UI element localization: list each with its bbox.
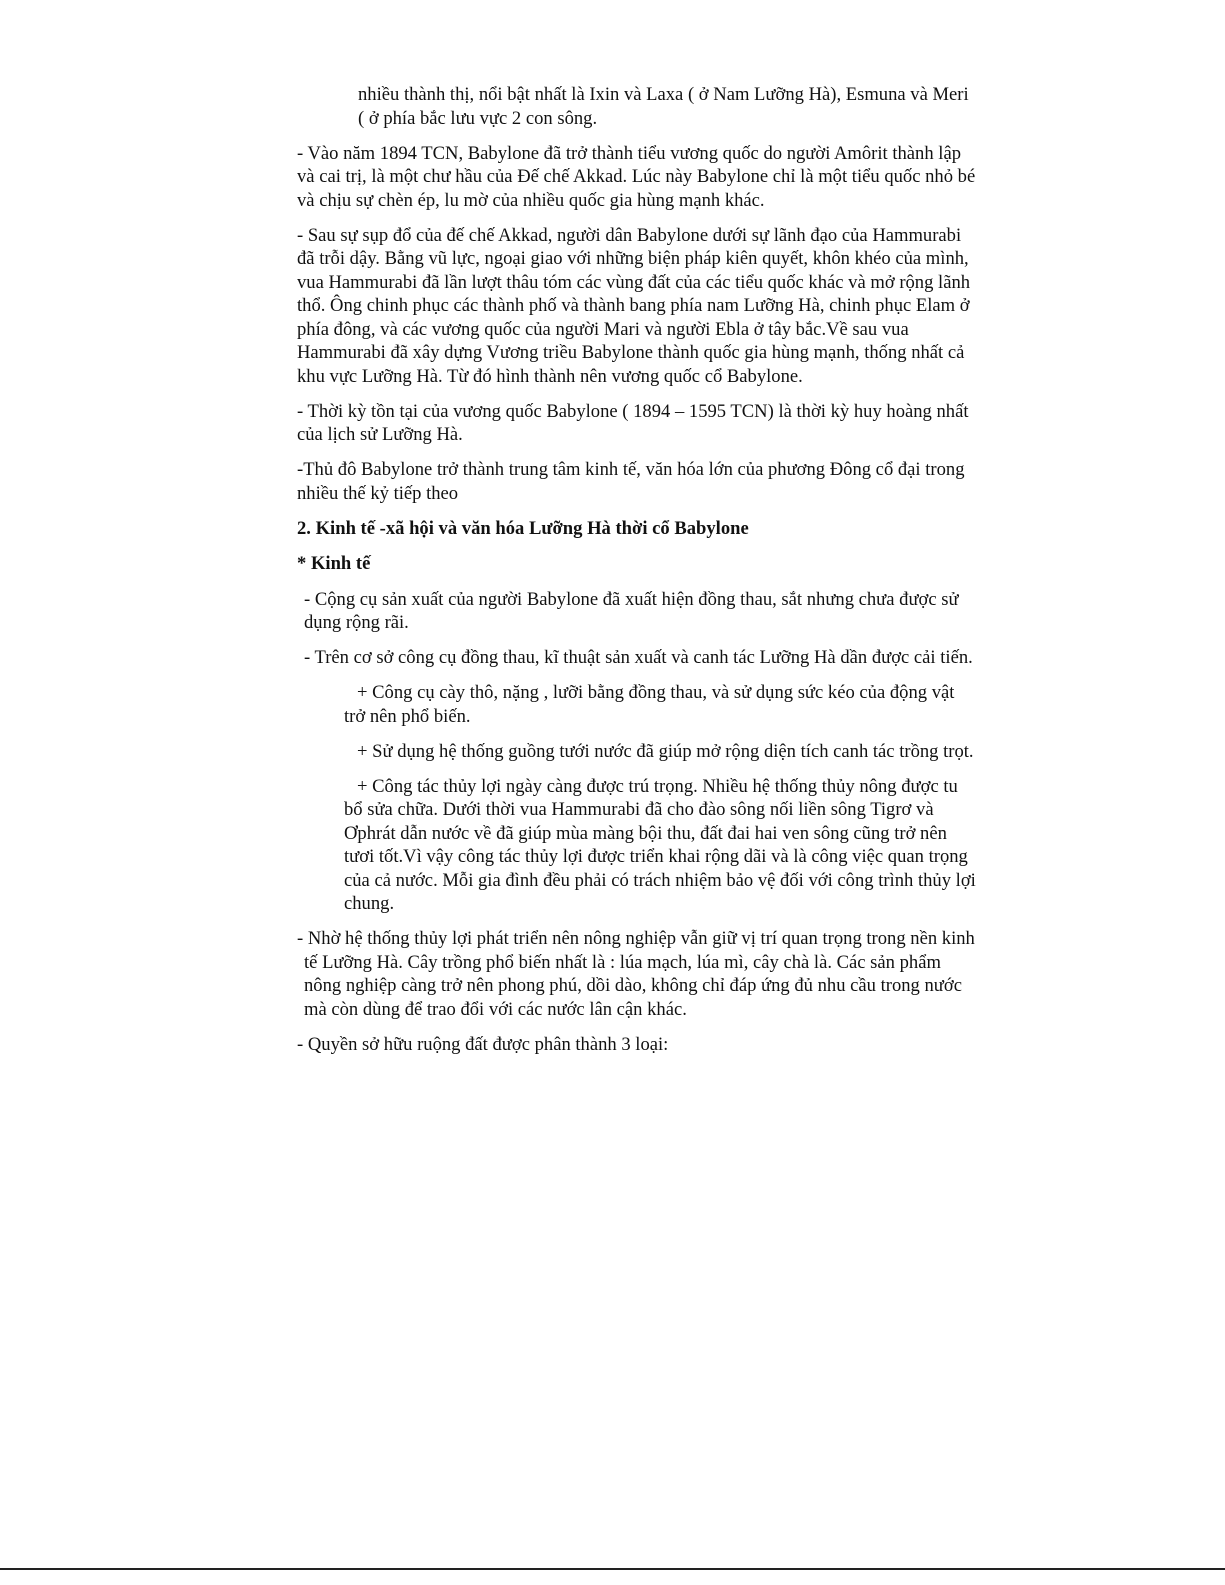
bullet-irrigation-wheel: + Sử dụng hệ thống guồng tưới nước đã giúp mở rộng diện tích canh tác trồng trọt.	[357, 740, 974, 762]
paragraph-agriculture: - Nhờ hệ thống thủy lợi phát triển nên nông nghiệp vẫn giữ vị trí quan trọng trong nền kinh tế Lưỡng Hà. Cây trồng phổ biến nhất là : lúa mạch, lúa mì, cây chà là. Các sản phẩm nông nghiệp càng trở nên phong phú, dồi dào, không chỉ đáp ứng đủ nhu cầu trong nước mà còn dùng để trao đổi với các nước lân cận khác.	[297, 928, 975, 1020]
paragraph-city-states: nhiều thành thị, nổi bật nhất là Ixin và Laxa ( ở Nam Lưỡng Hà), Esmuna và Meri ( ở phía bắc lưu vực 2 con sông.	[358, 84, 969, 129]
bullet-water-works: + Công tác thủy lợi ngày càng được trú trọng. Nhiều hệ thống thủy nông được tu bổ sửa chữa. Dưới thời vua Hammurabi đã cho đào sông nối liền sông Tigrơ và Ơphrát dẫn nước về đã giúp mùa màng bội thu, đất đai hai ven sông cũng trở nên tươi tốt.Vì vậy công tác thủy lợi được triển khai rộng dãi và là công việc quan trọng của cả nước. Mỗi gia đình đều phải có trách nhiệm bảo vệ đối với công trình thủy lợi chung.	[344, 775, 976, 914]
paragraph-capital-center: -Thủ đô Babylone trở thành trung tâm kinh tế, văn hóa lớn của phương Đông cổ đại trong nhiều thế kỷ tiếp theo	[297, 459, 965, 504]
page-bottom-rule	[0, 1568, 1225, 1570]
bullet-plough: + Công cụ cày thô, nặng , lưỡi bằng đồng thau, và sử dụng sức kéo của động vật trở nên phổ biến.	[344, 682, 955, 727]
paragraph-babylone-founding: - Vào năm 1894 TCN, Babylone đã trở thành tiểu vương quốc do người Amôrit thành lập và cai trị, là một chư hầu của Đế chế Akkad. Lúc này Babylone chỉ là một tiểu quốc nhỏ bé và chịu sự chèn ép, lu mờ của nhiều quốc gia hùng mạnh khác.	[297, 142, 976, 211]
subsection-heading-economy: * Kinh tế	[297, 553, 371, 574]
paragraph-land-ownership: - Quyền sở hữu ruộng đất được phân thành 3 loại:	[297, 1033, 669, 1055]
paragraph-hammurabi-rise: - Sau sự sụp đổ của đế chế Akkad, người dân Babylone dưới sự lãnh đạo của Hammurabi đã trỗi dậy. Bằng vũ lực, ngoại giao với những biện pháp kiên quyết, khôn khéo của mình, vua Hammurabi đã lần lượt thâu tóm các vùng đất của các tiểu quốc khác và mở rộng lãnh thổ. Ông chinh phục các thành phố và thành bang phía nam Lưỡng Hà, chinh phục Elam ở phía đông, và các vương quốc của người Mari và người Ebla ở tây bắc.Về sau vua Hammurabi đã xây dựng Vương triều Babylone thành quốc gia hùng mạnh, thống nhất cả khu vực Lưỡng Hà. Từ đó hình thành nên vương quốc cổ Babylone.	[297, 224, 971, 387]
paragraph-tools: - Cộng cụ sản xuất của người Babylone đã xuất hiện đồng thau, sắt nhưng chưa được sử dụng rộng rãi.	[304, 588, 959, 633]
paragraph-golden-age: - Thời kỳ tồn tại của vương quốc Babylone ( 1894 – 1595 TCN) là thời kỳ huy hoàng nhất của lịch sử Lưỡng Hà.	[297, 400, 969, 445]
document-body	[297, 83, 977, 1068]
paragraph-techniques: - Trên cơ sở công cụ đồng thau, kĩ thuật sản xuất và canh tác Lưỡng Hà dần được cải tiến.	[304, 647, 973, 668]
section-heading-economy-society: 2. Kinh tế -xã hội và văn hóa Lưỡng Hà thời cổ Babylone	[297, 517, 749, 539]
